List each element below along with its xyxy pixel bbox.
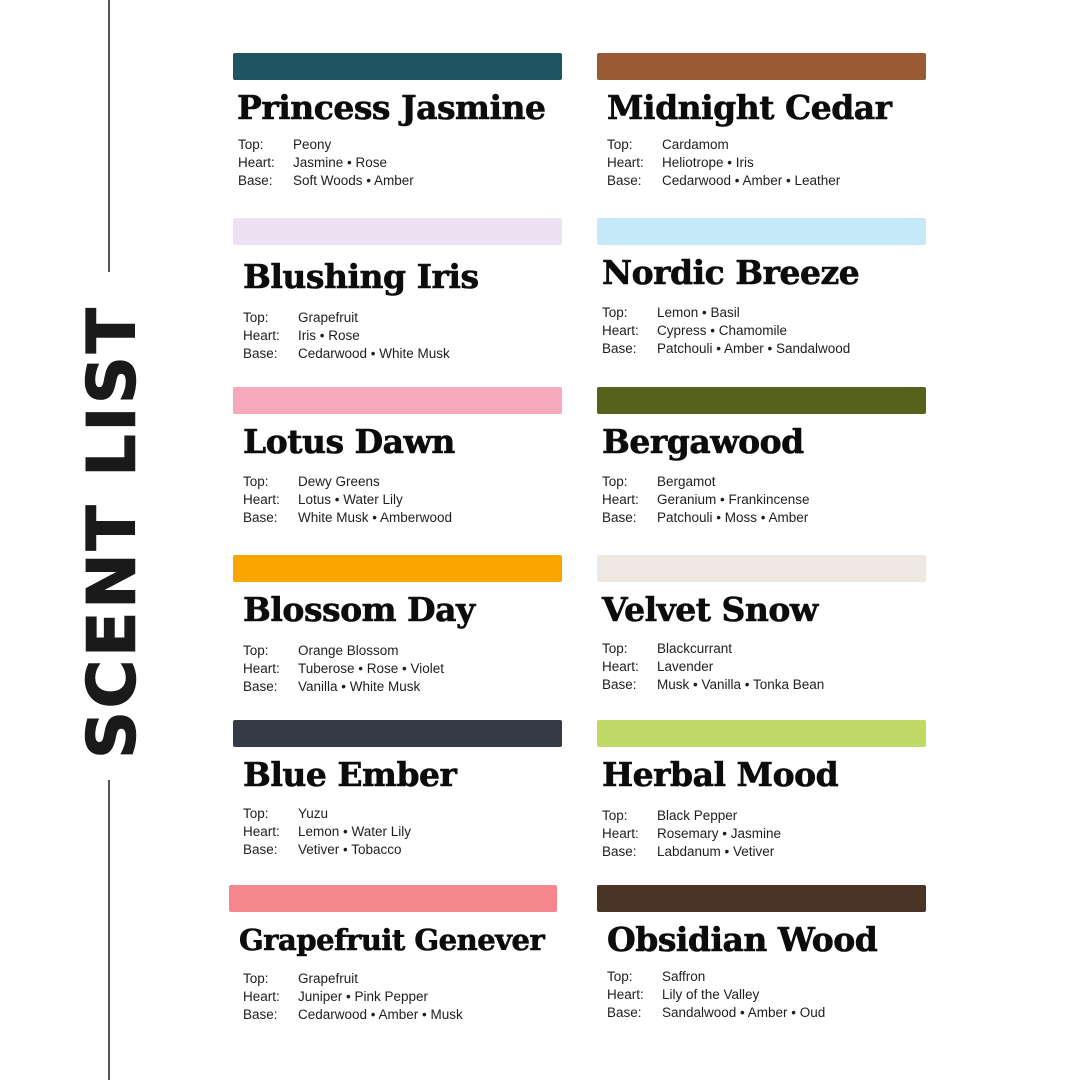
note-row-top [607,968,926,986]
note-label-heart: Heart: [243,491,280,507]
note-value-top: Saffron [662,969,706,984]
scent-name: Princess Jasmine [237,88,546,127]
color-swatch [597,555,926,582]
color-swatch [233,53,562,80]
color-swatch [597,218,926,245]
note-row-top [607,136,926,154]
color-swatch [597,387,926,414]
scent-name: Blossom Day [243,590,475,629]
note-label-top: Top: [243,643,269,658]
vertical-divider-bottom [108,780,110,1080]
note-label-heart: Heart: [243,823,280,839]
scent-name: Midnight Cedar [607,88,892,127]
note-value-base: Sandalwood • Amber • Oud [662,1004,826,1020]
notes-list [602,473,926,526]
note-label-base: Base: [602,509,637,525]
note-row-top [602,807,926,825]
note-label-top: Top: [602,474,628,489]
note-value-heart: Geranium • Frankincense [657,491,810,507]
note-value-base: Labdanum • Vetiver [657,843,775,859]
note-label-base: Base: [607,1004,642,1020]
note-label-top: Top: [243,474,269,489]
scent-card-grapefruit-genever [229,885,557,1023]
note-row-base [602,843,926,861]
scent-card-herbal-mood [597,720,926,860]
note-label-top: Top: [238,137,264,152]
note-value-heart: Lemon • Water Lily [298,823,412,839]
notes-list [602,807,926,860]
note-value-base: Cedarwood • Amber • Musk [298,1006,463,1022]
scent-name: Bergawood [602,422,804,461]
notes-list [243,473,562,526]
note-label-heart: Heart: [607,986,644,1002]
note-row-heart [607,154,926,172]
note-value-top: Blackcurrant [657,641,733,656]
note-row-heart [243,327,562,345]
scent-name: Nordic Breeze [602,253,860,292]
note-value-heart: Jasmine • Rose [293,154,388,170]
scent-card-blossom-day [233,555,562,695]
note-label-base: Base: [602,340,637,356]
note-row-heart [602,491,926,509]
note-row-heart [243,823,562,841]
notes-list [602,304,926,357]
note-value-top: Yuzu [298,806,329,821]
note-value-heart: Lotus • Water Lily [298,491,403,507]
notes-list [607,136,926,189]
note-value-base: Vanilla • White Musk [298,678,421,694]
note-row-base [602,676,926,694]
scent-name: Blue Ember [243,755,457,794]
scent-card-nordic-breeze [597,218,926,357]
note-label-heart: Heart: [238,154,275,170]
notes-list [243,309,562,362]
notes-list [238,136,562,189]
note-row-heart [238,154,562,172]
note-row-heart [243,988,557,1006]
note-row-top [243,309,562,327]
scent-name: Lotus Dawn [243,422,455,461]
scent-name: Obsidian Wood [607,920,878,959]
note-label-top: Top: [607,969,633,984]
page-title: SCENT LIST [73,305,151,759]
note-label-heart: Heart: [602,825,639,841]
note-label-base: Base: [602,676,637,692]
note-value-top: Orange Blossom [298,643,399,658]
note-row-base [243,841,562,859]
color-swatch [233,555,562,582]
note-row-heart [607,986,926,1004]
note-value-base: White Musk • Amberwood [298,509,453,525]
note-value-heart: Lily of the Valley [662,986,760,1002]
scent-name: Blushing Iris [243,257,479,296]
note-row-top [602,304,926,322]
color-swatch [597,885,926,912]
note-label-base: Base: [238,172,273,188]
note-row-top [243,805,562,823]
scent-card-lotus-dawn [233,387,562,526]
note-row-top [238,136,562,154]
note-label-base: Base: [243,509,278,525]
note-row-base [243,678,562,696]
scent-name: Grapefruit Genever [239,923,545,957]
scent-name: Herbal Mood [602,755,839,794]
note-row-top [602,473,926,491]
note-value-top: Peony [293,137,332,152]
note-label-base: Base: [243,345,278,361]
note-label-base: Base: [243,678,278,694]
note-value-top: Cardamom [662,137,729,152]
scent-card-blushing-iris [233,218,562,362]
note-value-heart: Iris • Rose [298,327,360,343]
note-label-heart: Heart: [243,327,280,343]
color-swatch [597,720,926,747]
note-label-top: Top: [602,305,628,320]
note-value-base: Patchouli • Amber • Sandalwood [657,340,851,356]
vertical-divider-top [108,0,110,272]
notes-list [602,640,926,693]
notes-list [243,970,557,1023]
note-value-heart: Heliotrope • Iris [662,154,754,170]
note-row-base [243,345,562,363]
note-label-base: Base: [243,841,278,857]
note-row-heart [243,491,562,509]
note-value-top: Black Pepper [657,808,738,823]
note-value-base: Cedarwood • Amber • Leather [662,172,841,188]
note-value-base: Vetiver • Tobacco [298,841,402,857]
note-row-base [243,509,562,527]
note-label-top: Top: [243,971,269,986]
note-label-top: Top: [602,808,628,823]
note-row-top [243,970,557,988]
note-label-top: Top: [607,137,633,152]
note-value-heart: Juniper • Pink Pepper [298,988,429,1004]
note-label-heart: Heart: [602,658,639,674]
note-label-top: Top: [243,806,269,821]
note-label-heart: Heart: [243,988,280,1004]
note-value-top: Bergamot [657,474,716,489]
note-value-base: Patchouli • Moss • Amber [657,509,809,525]
note-row-top [243,642,562,660]
color-swatch [233,387,562,414]
note-value-heart: Lavender [657,658,714,674]
note-value-top: Grapefruit [298,310,359,325]
note-value-heart: Rosemary • Jasmine [657,825,782,841]
note-value-base: Musk • Vanilla • Tonka Bean [657,676,825,692]
notes-list [607,968,926,1021]
scent-card-bergawood [597,387,926,526]
note-row-heart [602,825,926,843]
note-value-base: Soft Woods • Amber [293,172,414,188]
notes-list [243,805,562,858]
scent-card-princess-jasmine [233,53,562,189]
note-label-top: Top: [243,310,269,325]
note-label-heart: Heart: [602,322,639,338]
note-value-heart: Tuberose • Rose • Violet [298,660,445,676]
note-value-base: Cedarwood • White Musk [298,345,450,361]
color-swatch [233,720,562,747]
note-row-heart [243,660,562,678]
note-row-base [602,340,926,358]
note-row-base [238,172,562,190]
notes-list [243,642,562,695]
note-label-heart: Heart: [602,491,639,507]
scent-card-obsidian-wood [597,885,926,1021]
note-label-heart: Heart: [607,154,644,170]
note-row-top [602,640,926,658]
note-row-base [243,1006,557,1024]
color-swatch [597,53,926,80]
note-row-top [243,473,562,491]
color-swatch [229,885,557,912]
note-value-top: Grapefruit [298,971,359,986]
note-value-top: Lemon • Basil [657,305,740,320]
note-row-base [602,509,926,527]
note-row-base [607,1004,926,1022]
note-row-base [607,172,926,190]
note-value-heart: Cypress • Chamomile [657,322,788,338]
note-label-base: Base: [243,1006,278,1022]
note-label-heart: Heart: [243,660,280,676]
scent-card-blue-ember [233,720,562,858]
note-label-base: Base: [602,843,637,859]
note-label-top: Top: [602,641,628,656]
scent-name: Velvet Snow [602,590,818,629]
note-row-heart [602,322,926,340]
color-swatch [233,218,562,245]
note-value-top: Dewy Greens [298,474,380,489]
note-label-base: Base: [607,172,642,188]
scent-card-midnight-cedar [597,53,926,189]
note-row-heart [602,658,926,676]
scent-card-velvet-snow [597,555,926,693]
